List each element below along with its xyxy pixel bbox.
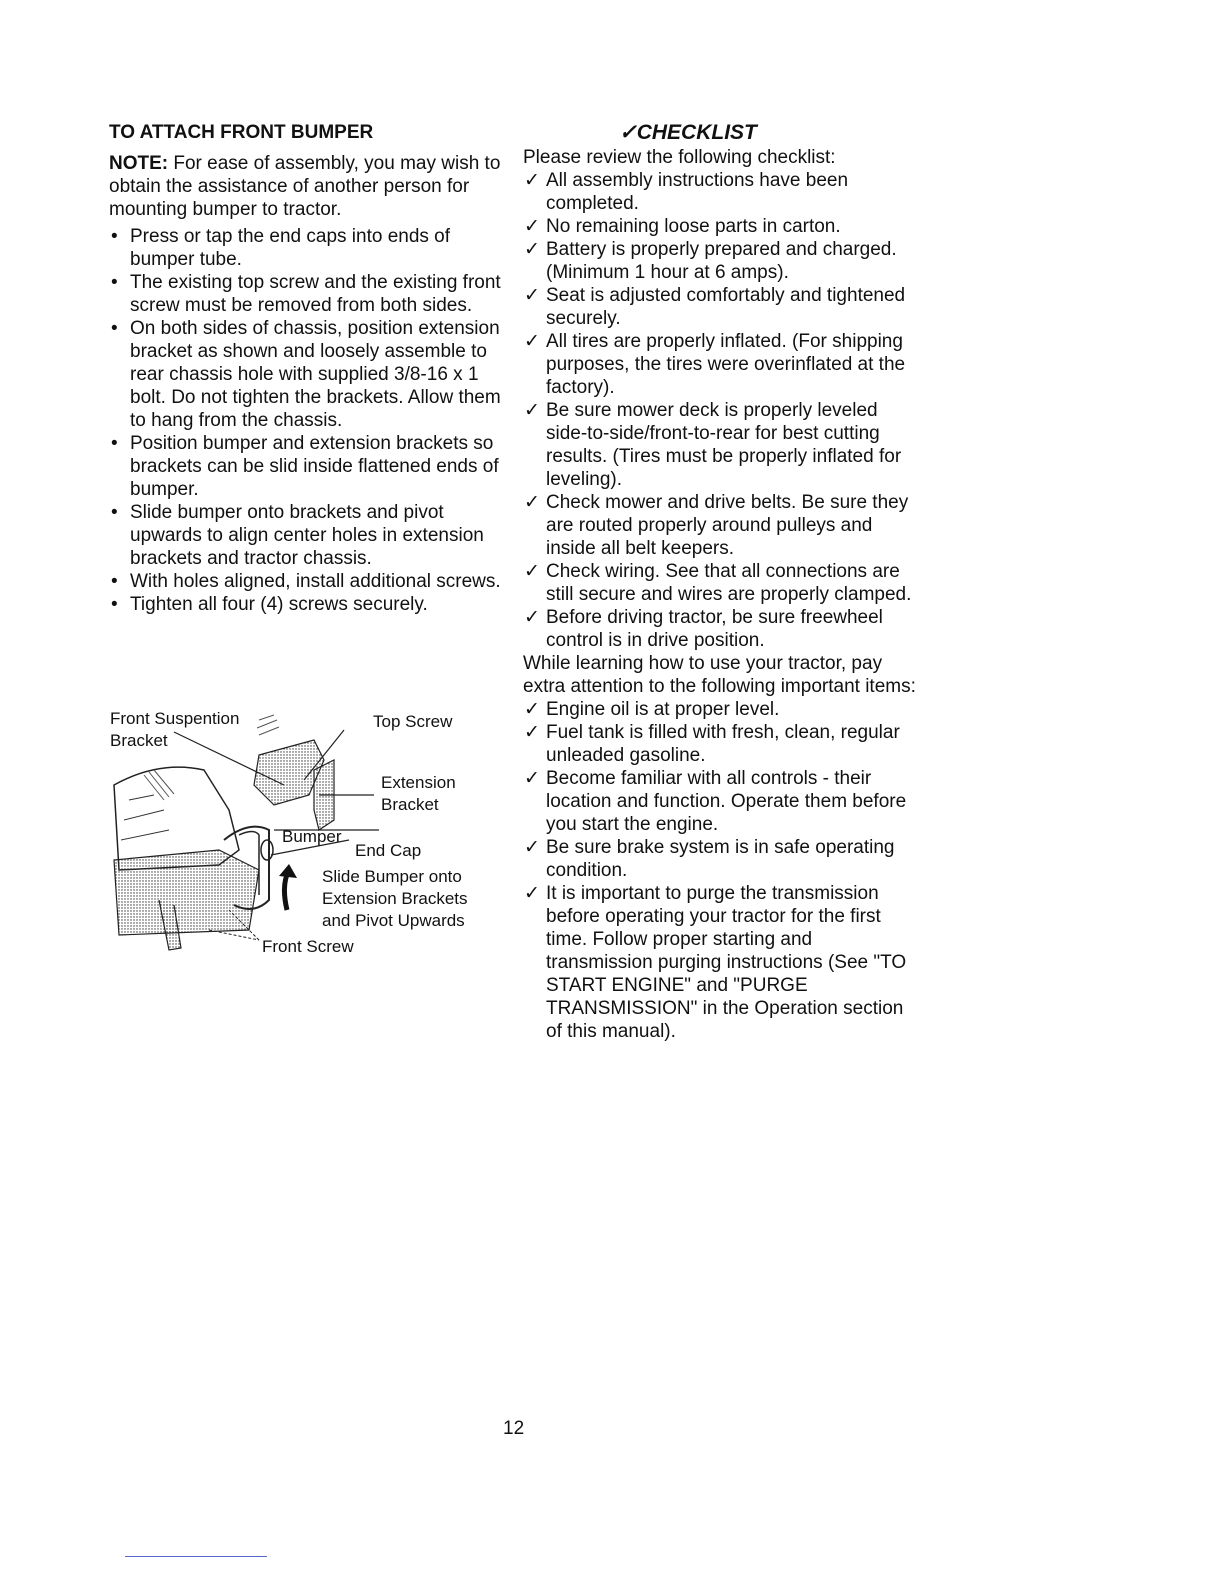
end-cap xyxy=(261,840,273,860)
checkmark-icon: ✓ xyxy=(524,170,540,191)
bullet-icon: • xyxy=(111,571,118,592)
checkmark-icon: ✓ xyxy=(524,400,540,421)
list-item-text: With holes aligned, install additional screws. xyxy=(130,571,501,592)
extension-label: Extension xyxy=(381,773,456,792)
checkmark-icon: ✓ xyxy=(524,216,540,237)
extension-bracket-label: Bracket xyxy=(381,795,439,814)
footer-divider xyxy=(125,1556,267,1557)
list-item-text: All tires are properly inflated. (For shipping purposes, the tires were overinflated at the factory). xyxy=(546,331,906,398)
list-item xyxy=(523,560,923,606)
bullet-icon: • xyxy=(111,594,118,615)
list-item xyxy=(109,271,509,317)
list-item xyxy=(523,284,923,330)
list-item xyxy=(523,606,923,652)
list-item-text: All assembly instructions have been completed. xyxy=(546,170,849,214)
list-item-text: Battery is properly prepared and charged. (Minimum 1 hour at 6 amps). xyxy=(546,239,897,283)
list-item xyxy=(523,698,923,721)
list-item xyxy=(109,432,509,501)
instruction-list xyxy=(109,225,509,616)
list-item-text: The existing top screw and the existing front screw must be removed from both sides. xyxy=(130,272,501,316)
section-heading: TO ATTACH FRONT BUMPER xyxy=(109,122,374,143)
list-item-text: Be sure brake system is in safe operating condition. xyxy=(546,837,895,881)
checkmark-icon: ✓ xyxy=(524,492,540,513)
list-item xyxy=(523,330,923,399)
list-item xyxy=(523,399,923,491)
left-column xyxy=(109,122,509,616)
list-item xyxy=(523,491,923,560)
chassis xyxy=(114,850,259,935)
important-checklist xyxy=(523,698,923,1043)
checkmark-icon: ✓ xyxy=(524,883,540,904)
page-number: 12 xyxy=(503,1418,525,1439)
slide-label-line-1: Slide Bumper onto xyxy=(322,867,462,886)
checkmark-icon: ✓ xyxy=(524,331,540,352)
right-column xyxy=(523,122,923,1043)
checklist-intro: Please review the following checklist: xyxy=(523,147,836,168)
list-item-text: Fuel tank is filled with fresh, clean, regular unleaded gasoline. xyxy=(546,722,900,766)
list-item xyxy=(109,501,509,570)
list-item-text: Slide bumper onto brackets and pivot upwards to align center holes in extension brackets and tractor chassis. xyxy=(130,502,484,569)
list-item-text: Engine oil is at proper level. xyxy=(546,699,780,720)
list-item-text: Position bumper and extension brackets so brackets can be slid inside flattened ends of bumper. xyxy=(130,433,499,500)
important-items-intro: While learning how to use your tractor, pay extra attention to the following important items: xyxy=(523,653,916,697)
note-text: For ease of assembly, you may wish to obtain the assistance of another person for mounting bumper to tractor. xyxy=(109,153,501,220)
list-item xyxy=(523,836,923,882)
list-item xyxy=(523,169,923,215)
bullet-icon: • xyxy=(111,318,118,339)
bumper-label: Bumper xyxy=(282,827,342,846)
list-item xyxy=(109,570,509,593)
bracket-label: Bracket xyxy=(110,731,168,750)
list-item-text: Check mower and drive belts. Be sure they are routed properly around pulleys and inside all belt keepers. xyxy=(546,492,909,559)
end-cap-label: End Cap xyxy=(355,841,422,860)
list-item xyxy=(109,317,509,432)
list-item xyxy=(109,593,509,616)
bumper-assembly-figure xyxy=(109,700,489,970)
list-item xyxy=(109,225,509,271)
checkmark-icon: ✓ xyxy=(524,239,540,260)
list-item xyxy=(523,215,923,238)
checkmark-icon: ✓ xyxy=(524,699,540,720)
list-item-text: Press or tap the end caps into ends of bumper tube. xyxy=(130,226,451,270)
list-item-text: No remaining loose parts in carton. xyxy=(546,216,841,237)
checkmark-icon: ✓ xyxy=(524,768,540,789)
list-item-text: Seat is adjusted comfortably and tightened securely. xyxy=(546,285,906,329)
list-item xyxy=(523,238,923,284)
front-screw-label: Front Screw xyxy=(262,937,354,956)
checkmark-icon: ✓ xyxy=(524,607,540,628)
checkmark-icon: ✓ xyxy=(524,561,540,582)
top-screw-label: Top Screw xyxy=(373,712,453,731)
list-item-text: On both sides of chassis, position extension bracket as shown and loosely assemble to rear chassis hole with supplied 3/8-16 x 1 bolt. Do not tighten the brackets. Allow them to hang from the chassis. xyxy=(130,318,501,431)
list-item-text: Become familiar with all controls - their location and function. Operate them before you start the engine. xyxy=(546,768,907,835)
list-item xyxy=(523,882,923,1043)
bullet-icon: • xyxy=(111,226,118,247)
bullet-icon: • xyxy=(111,502,118,523)
bullet-icon: • xyxy=(111,272,118,293)
list-item-text: Before driving tractor, be sure freewheel control is in drive position. xyxy=(546,607,883,651)
note-paragraph xyxy=(109,152,509,221)
bullet-icon: • xyxy=(111,433,118,454)
checkmark-icon: ✓ xyxy=(524,837,540,858)
list-item xyxy=(523,767,923,836)
checklist-title: ✓CHECKLIST xyxy=(619,121,757,144)
list-item-text: Tighten all four (4) screws securely. xyxy=(130,594,428,615)
note-label: NOTE: xyxy=(109,153,169,174)
slide-label-line-2: Extension Brackets xyxy=(322,889,468,908)
checkmark-icon: ✓ xyxy=(524,285,540,306)
checkmark-icon: ✓ xyxy=(524,722,540,743)
slide-label-line-3: and Pivot Upwards xyxy=(322,911,465,930)
list-item xyxy=(523,721,923,767)
front-suspension-label: Front Suspention xyxy=(110,709,240,728)
list-item-text: Be sure mower deck is properly leveled side-to-side/front-to-rear for best cutting results. (Tires must be properly inflated for leveling). xyxy=(546,400,902,490)
list-item-text: Check wiring. See that all connections are still secure and wires are properly clamped. xyxy=(546,561,912,605)
checklist xyxy=(523,169,923,652)
list-item-text: It is important to purge the transmission before operating your tractor for the first time. Follow proper starting and transmission purging instructions (See "TO START ENGINE" and "PURGE TRANSMISSION" in the Operation section of this manual). xyxy=(546,883,907,1042)
